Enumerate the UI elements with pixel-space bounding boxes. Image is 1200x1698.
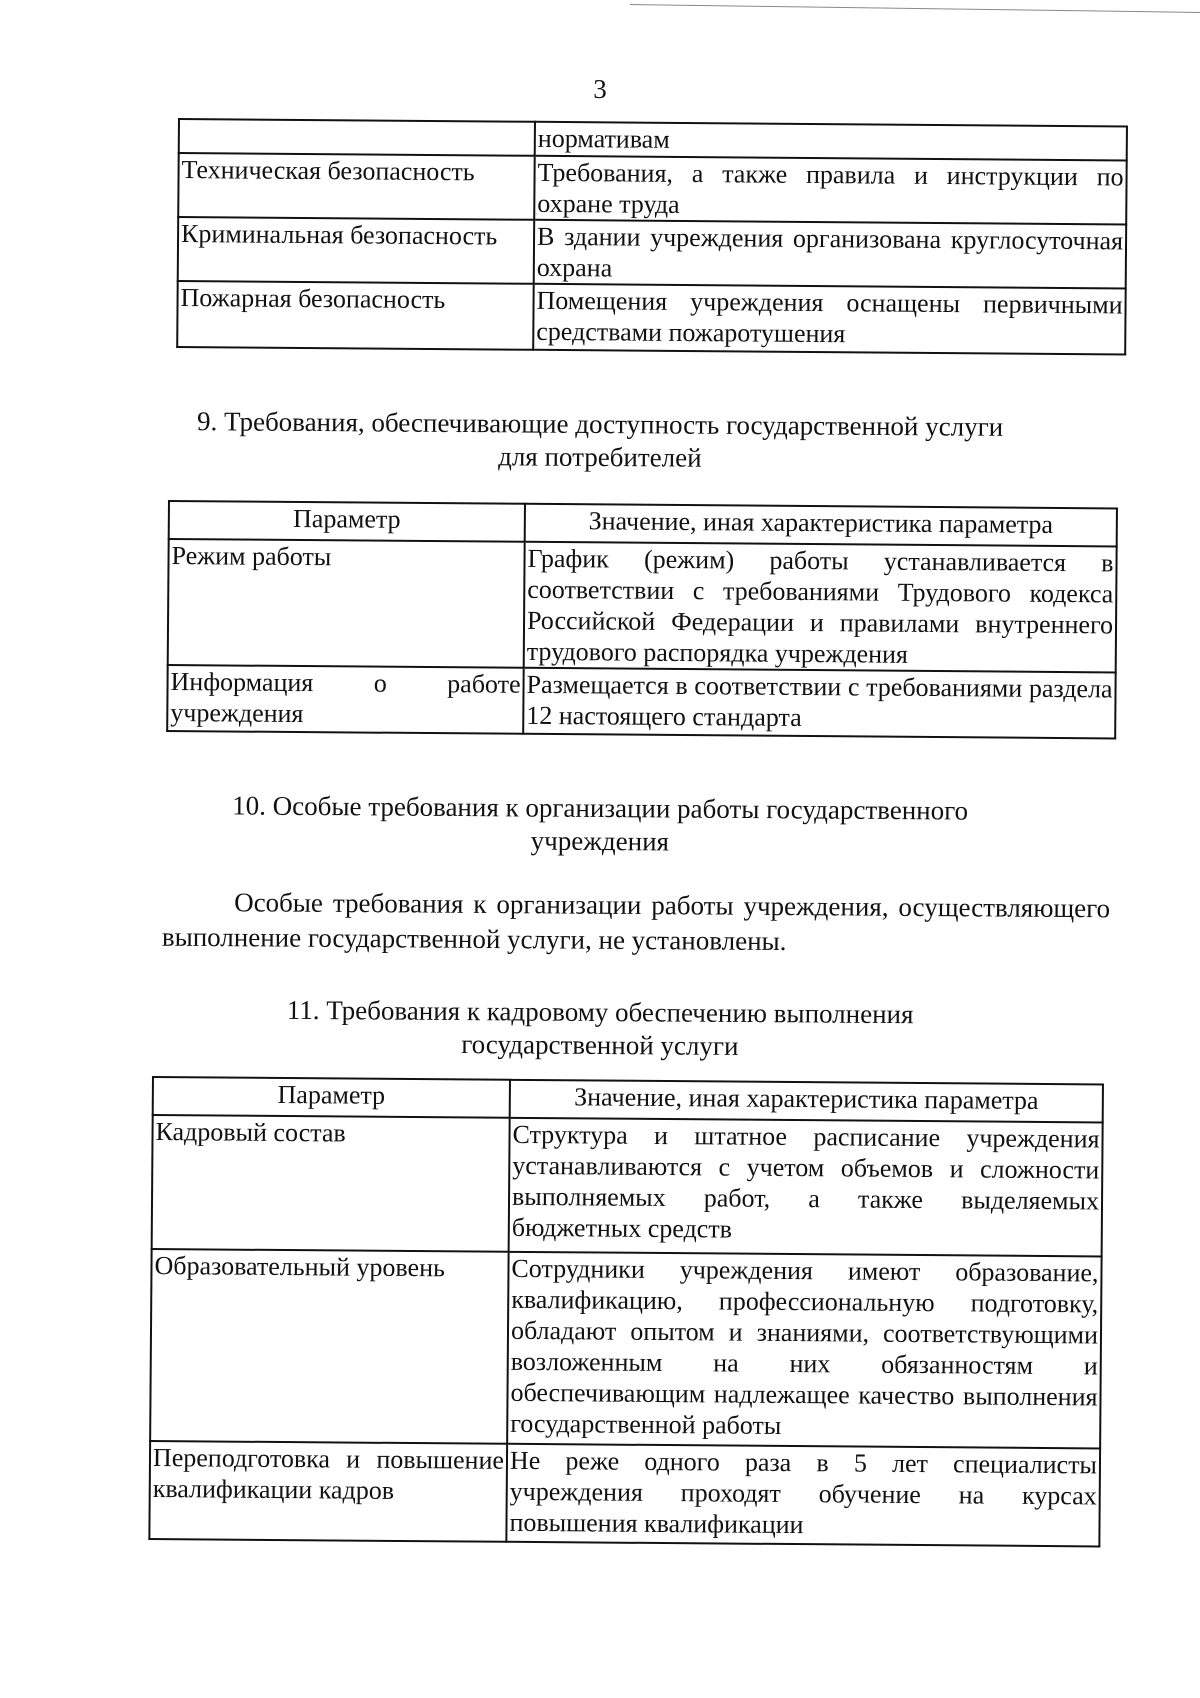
- table-cell-param: Пожарная безопасность: [177, 281, 534, 350]
- table-row: [178, 217, 1126, 288]
- table-row: [167, 665, 1115, 738]
- table-cell-param: Образовательный уровень: [150, 1249, 508, 1444]
- table-cell-value: В здании учреждения организована круглосуточная охрана: [534, 220, 1126, 289]
- table-cell-param: Режим работы: [168, 539, 525, 668]
- table-header-param: Параметр: [153, 1077, 510, 1118]
- section-11-heading: [0, 992, 1200, 1066]
- table-row: [168, 539, 1117, 672]
- table-header-value: Значение, иная характеристика параметра: [525, 504, 1117, 547]
- table-cell-value: Сотрудники учреждения имеют образование, квалификацию, профессиональную подготовку, обладают опытом и знаниями, соответствующими возложенным на них обязанностям и обеспечивающим надлежащее качество выполнения государственной работы: [507, 1252, 1101, 1449]
- table-cell-param: [179, 119, 535, 156]
- table-cell-param: Криминальная безопасность: [178, 217, 534, 284]
- section-9-heading: [0, 404, 1200, 478]
- table-cell-value: График (режим) работы устанавливается в соответствии с требованиями Трудового кодекса Российской Федерации и правилами внутреннего трудового распорядка учреждения: [524, 542, 1117, 673]
- table-cell-value: нормативам: [535, 122, 1127, 161]
- table-cell-value: Помещения учреждения оснащены первичными средствами пожаротушения: [533, 284, 1126, 355]
- table-cell-param: Техническая безопасность: [178, 153, 534, 220]
- section-10-paragraph: Особые требования к организации работы учреждения, осуществляющего выполнение государственной услуги, не установлены.: [161, 887, 1111, 957]
- section-11-title-line2: государственной услуги: [461, 1029, 739, 1061]
- table-row: [150, 1249, 1101, 1448]
- section-10-heading: [0, 788, 1200, 862]
- top-rule: [630, 4, 1200, 13]
- table-row: [149, 1441, 1100, 1546]
- section-10-title-line1: 10. Особые требования к организации работы государственного: [232, 790, 969, 826]
- table-row: [177, 281, 1125, 354]
- section-9-title-line1: 9. Требования, обеспечивающие доступность государственной услуги: [196, 406, 1004, 442]
- table-cell-value: Требования, а также правила и инструкции по охране труда: [534, 156, 1126, 225]
- accessibility-table: [166, 500, 1118, 739]
- table-cell-value: Размещается в соответствии с требованиями раздела 12 настоящего стандарта: [523, 668, 1116, 739]
- table-cell-value: Структура и штатное расписание учреждения устанавливаются с учетом объемов и сложности выполняемых работ, а также выделяемых бюджетных средств: [509, 1118, 1103, 1257]
- table-cell-param: Переподготовка и повышение квалификации кадров: [149, 1441, 507, 1542]
- table-cell-param: Информация о работе учреждения: [167, 665, 524, 734]
- page-number: 3: [593, 74, 607, 104]
- section-9-title-line2: для потребителей: [498, 441, 702, 473]
- section-11-title-line1: 11. Требования к кадровому обеспечению выполнения: [286, 994, 914, 1030]
- safety-table: [176, 118, 1128, 355]
- table-header-value: Значение, иная характеристика параметра: [510, 1080, 1103, 1123]
- table-row: [152, 1115, 1103, 1256]
- table-header-param: Параметр: [169, 501, 525, 542]
- staffing-table: [148, 1076, 1104, 1547]
- table-row: [178, 153, 1126, 224]
- table-cell-value: Не реже одного раза в 5 лет специалисты учреждения проходят обучение на курсах повышения квалификации: [506, 1444, 1100, 1547]
- section-10-title-line2: учреждения: [530, 825, 670, 857]
- table-cell-param: Кадровый состав: [152, 1115, 510, 1252]
